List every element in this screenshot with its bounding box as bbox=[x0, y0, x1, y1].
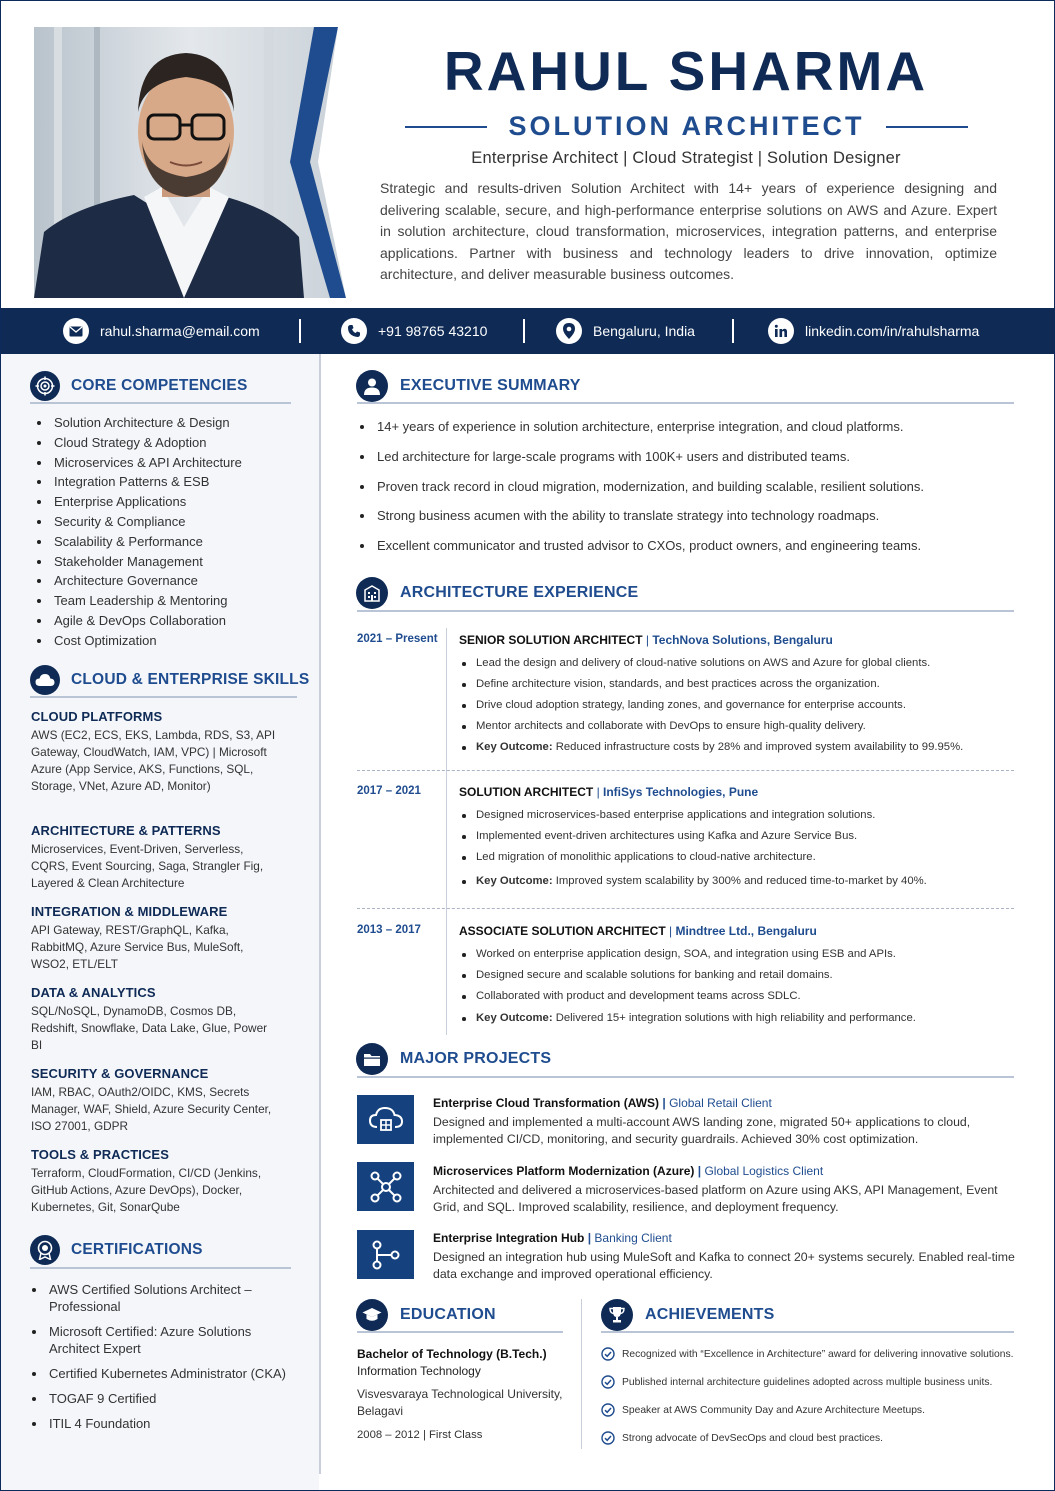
job-separator bbox=[357, 770, 1014, 771]
achievement-text: Recognized with “Excellence in Architecture” award for delivering innovative solutions. bbox=[622, 1348, 1014, 1360]
skills-heading bbox=[30, 665, 309, 695]
skills-title: CLOUD & ENTERPRISE SKILLS bbox=[71, 671, 310, 688]
phone-icon bbox=[341, 318, 367, 344]
skill-text: Microservices, Event-Driven, Serverless, CQRS, Event Sourcing, Saga, Strangler Fig, Layered & Clean Architecture bbox=[31, 842, 264, 890]
project-description: Designed and implemented a multi-account AWS landing zone, migrated 50+ applications to cloud, implemented CI/CD, monitoring, and security guardrails. Achieved 30% cost optimization. bbox=[433, 1115, 971, 1147]
project-description: Architected and delivered a microservices-based platform on Azure using AKS, API Management, Event Grid, and SQL. Improved scalability, resilience, and deployment frequency. bbox=[433, 1183, 998, 1215]
list-item: Integration Patterns & ESB bbox=[32, 472, 302, 492]
achievement-text: Speaker at AWS Community Day and Azure Architecture Meetups. bbox=[622, 1404, 925, 1416]
list-item bbox=[459, 871, 1019, 892]
list-item: Led migration of monolithic applications to cloud-native architecture. bbox=[459, 847, 1019, 868]
list-item: Collaborated with product and development teams across SDLC. bbox=[459, 986, 1019, 1007]
check-circle-icon bbox=[601, 1431, 615, 1445]
achievement-text: Published internal architecture guidelines adopted across multiple business units. bbox=[622, 1376, 993, 1388]
education-heading bbox=[356, 1299, 496, 1331]
list-item: ITIL 4 Foundation bbox=[27, 1415, 297, 1432]
skill-heading: INTEGRATION & MIDDLEWARE bbox=[31, 904, 228, 919]
education-university: Visvesvaraya Technological University, Belagavi bbox=[357, 1387, 563, 1418]
job-title-row: SENIOR SOLUTION ARCHITECT | TechNova Solutions, Bengaluru bbox=[459, 633, 833, 647]
achievement-item bbox=[601, 1375, 992, 1389]
certifications-title: CERTIFICATIONS bbox=[71, 1241, 203, 1258]
job-company: Mindtree Ltd., Bengaluru bbox=[675, 924, 817, 938]
certifications-list bbox=[27, 1281, 297, 1440]
skill-heading: TOOLS & PRACTICES bbox=[31, 1147, 169, 1162]
integration-icon bbox=[357, 1230, 414, 1279]
project-client: Banking Client bbox=[594, 1231, 672, 1245]
achievements-heading bbox=[601, 1299, 775, 1331]
graduation-cap-icon bbox=[356, 1299, 388, 1331]
project-title-row: Enterprise Integration Hub | Banking Client bbox=[433, 1231, 672, 1245]
skill-heading: SECURITY & GOVERNANCE bbox=[31, 1066, 209, 1081]
email-text: rahul.sharma@email.com bbox=[100, 323, 260, 339]
project-name: Enterprise Integration Hub bbox=[433, 1231, 585, 1245]
contact-divider bbox=[523, 319, 525, 343]
list-item: Microsoft Certified: Azure Solutions Architect Expert bbox=[27, 1323, 297, 1357]
list-item: TOGAF 9 Certified bbox=[27, 1390, 297, 1407]
column-divider bbox=[319, 354, 321, 1474]
job-bullets bbox=[459, 944, 1019, 1029]
education-field: Information Technology bbox=[357, 1364, 481, 1378]
skill-heading: DATA & ANALYTICS bbox=[31, 985, 156, 1000]
contact-linkedin[interactable] bbox=[768, 308, 979, 354]
badge-icon bbox=[30, 1235, 60, 1265]
candidate-role: SOLUTION ARCHITECT bbox=[508, 111, 865, 141]
executive-summary-title: EXECUTIVE SUMMARY bbox=[400, 377, 581, 394]
certifications-heading bbox=[30, 1235, 203, 1265]
user-icon bbox=[356, 370, 388, 402]
list-item: Worked on enterprise application design, SOA, and integration using ESB and APIs. bbox=[459, 944, 1019, 965]
list-item: Enterprise Applications bbox=[32, 492, 302, 512]
education-degree: Bachelor of Technology (B.Tech.) bbox=[357, 1347, 547, 1361]
list-item: Designed microservices-based enterprise applications and integration solutions. bbox=[459, 805, 1019, 826]
job-separator bbox=[357, 908, 1014, 909]
check-circle-icon bbox=[601, 1375, 615, 1389]
contact-location bbox=[556, 308, 695, 354]
job-title-row: SOLUTION ARCHITECT | InfiSys Technologies, Pune bbox=[459, 785, 759, 799]
project-description: Designed an integration hub using MuleSoft and Kafka to connect 20+ systems securely. Enabled real-time data exchange and improved operational efficiency. bbox=[433, 1250, 1015, 1282]
list-item: Designed secure and scalable solutions for banking and retail domains. bbox=[459, 965, 1019, 986]
list-item: Scalability & Performance bbox=[32, 532, 302, 552]
skill-text: AWS (EC2, ECS, EKS, Lambda, RDS, S3, API Gateway, CloudWatch, IAM, VPC) | Microsoft Azure (App Service, AKS, Functions, SQL, Storage, VNet, Azure AD, Monitor) bbox=[31, 728, 276, 793]
projects-title: MAJOR PROJECTS bbox=[400, 1050, 552, 1067]
key-outcome-text: Improved system scalability by 300% and reduced time-to-market by 40%. bbox=[555, 875, 927, 887]
check-circle-icon bbox=[601, 1347, 615, 1361]
section-rule bbox=[30, 402, 291, 404]
competencies-heading bbox=[30, 371, 248, 401]
education-years: 2008 – 2012 | First Class bbox=[357, 1429, 483, 1441]
project-client: Global Retail Client bbox=[669, 1096, 772, 1110]
experience-heading bbox=[356, 577, 638, 609]
skill-text: Terraform, CloudFormation, CI/CD (Jenkins, GitHub Actions, Azure DevOps), Docker, Kubernetes, Git, SonarQube bbox=[31, 1166, 262, 1214]
achievement-item bbox=[601, 1431, 883, 1445]
list-item: Solution Architecture & Design bbox=[32, 413, 302, 433]
section-rule bbox=[357, 1331, 563, 1333]
section-rule bbox=[357, 402, 1014, 404]
job-dates: 2013 – 2017 bbox=[357, 924, 421, 936]
candidate-name: RAHUL SHARMA bbox=[443, 40, 929, 102]
skill-text: IAM, RBAC, OAuth2/OIDC, KMS, Secrets Manager, WAF, Shield, Azure Security Center, ISO 27001, GDPR bbox=[31, 1085, 272, 1133]
experience-title: ARCHITECTURE EXPERIENCE bbox=[400, 584, 639, 601]
achievement-item bbox=[601, 1403, 925, 1417]
competencies-title: CORE COMPETENCIES bbox=[71, 377, 248, 394]
profile-photo bbox=[34, 27, 346, 298]
timeline-line bbox=[446, 628, 447, 1035]
achievements-title: ACHIEVEMENTS bbox=[645, 1306, 775, 1323]
network-icon bbox=[357, 1162, 414, 1211]
role-line-right bbox=[886, 126, 968, 128]
section-rule bbox=[30, 696, 297, 698]
skill-text: SQL/NoSQL, DynamoDB, Cosmos DB, Redshift, Snowflake, Data Lake, Glue, Power BI bbox=[31, 1004, 268, 1052]
list-item: 14+ years of experience in solution architecture, enterprise integration, and cloud platforms. bbox=[355, 418, 1015, 448]
section-rule bbox=[357, 610, 1014, 612]
list-item: Lead the design and delivery of cloud-native solutions on AWS and Azure for global clients. bbox=[459, 653, 1019, 674]
key-outcome-label: Key Outcome: bbox=[476, 875, 553, 887]
section-rule bbox=[357, 1076, 1014, 1078]
job-company: InfiSys Technologies, Pune bbox=[603, 785, 759, 799]
list-item: Cloud Strategy & Adoption bbox=[32, 433, 302, 453]
executive-summary-heading bbox=[356, 370, 581, 402]
linkedin-text: linkedin.com/in/rahulsharma bbox=[805, 323, 980, 339]
projects-heading bbox=[356, 1043, 551, 1075]
education-title: EDUCATION bbox=[400, 1306, 496, 1323]
key-outcome-text: Reduced infrastructure costs by 28% and improved system availability to 99.95%. bbox=[555, 741, 964, 753]
list-item: Define architecture vision, standards, and best practices across the organization. bbox=[459, 674, 1019, 695]
list-item: Strong business acumen with the ability to translate strategy into technology roadmaps. bbox=[355, 507, 1015, 537]
job-dates: 2021 – Present bbox=[357, 633, 438, 645]
trophy-icon bbox=[601, 1299, 633, 1331]
target-icon bbox=[30, 371, 60, 401]
contact-divider bbox=[299, 319, 301, 343]
list-item: Stakeholder Management bbox=[32, 552, 302, 572]
email-icon bbox=[63, 318, 89, 344]
tagline: Enterprise Architect | Cloud Strategist | Solution Designer bbox=[471, 149, 901, 167]
linkedin-icon bbox=[768, 318, 794, 344]
building-icon bbox=[356, 577, 388, 609]
list-item: Excellent communicator and trusted advisor to CXOs, product owners, and engineering teams. bbox=[355, 537, 1015, 567]
section-rule bbox=[601, 1331, 1014, 1333]
list-item: Architecture Governance bbox=[32, 571, 302, 591]
location-pin-icon bbox=[556, 318, 582, 344]
job-title: ASSOCIATE SOLUTION ARCHITECT bbox=[459, 924, 666, 938]
job-company: TechNova Solutions, Bengaluru bbox=[652, 633, 833, 647]
section-rule bbox=[30, 1267, 291, 1269]
cloud-icon bbox=[357, 1095, 414, 1144]
location-text: Bengaluru, India bbox=[593, 323, 695, 339]
key-outcome-text: Delivered 15+ integration solutions with high reliability and performance. bbox=[555, 1012, 916, 1024]
check-circle-icon bbox=[601, 1403, 615, 1417]
list-item: AWS Certified Solutions Architect – Professional bbox=[27, 1281, 297, 1315]
role-row bbox=[405, 109, 968, 145]
competencies-list bbox=[32, 413, 302, 651]
list-item: Proven track record in cloud migration, modernization, and building scalable, resilient solutions. bbox=[355, 478, 1015, 508]
skill-heading: ARCHITECTURE & PATTERNS bbox=[31, 823, 221, 838]
contact-email[interactable] bbox=[63, 308, 260, 354]
job-title: SOLUTION ARCHITECT bbox=[459, 785, 594, 799]
role-line-left bbox=[405, 126, 487, 128]
job-title-row: ASSOCIATE SOLUTION ARCHITECT | Mindtree Ltd., Bengaluru bbox=[459, 924, 817, 938]
key-outcome-label: Key Outcome: bbox=[476, 1012, 553, 1024]
list-item: Drive cloud adoption strategy, landing zones, and governance for enterprise accounts. bbox=[459, 695, 1019, 716]
list-item: Agile & DevOps Collaboration bbox=[32, 611, 302, 631]
list-item: Certified Kubernetes Administrator (CKA) bbox=[27, 1365, 297, 1382]
list-item: Cost Optimization bbox=[32, 631, 302, 651]
folder-icon bbox=[356, 1043, 388, 1075]
project-name: Microservices Platform Modernization (Azure) bbox=[433, 1164, 695, 1178]
job-title: SENIOR SOLUTION ARCHITECT bbox=[459, 633, 643, 647]
project-name: Enterprise Cloud Transformation (AWS) bbox=[433, 1096, 660, 1110]
contact-bar bbox=[1, 308, 1055, 354]
list-item: Led architecture for large-scale programs with 100K+ users and distributed teams. bbox=[355, 448, 1015, 478]
project-title-row: Microservices Platform Modernization (Azure) | Global Logistics Client bbox=[433, 1164, 824, 1178]
list-item: Team Leadership & Mentoring bbox=[32, 591, 302, 611]
list-item: Implemented event-driven architectures using Kafka and Azure Service Bus. bbox=[459, 826, 1019, 847]
list-item: Mentor architects and collaborate with DevOps to ensure high-quality delivery. bbox=[459, 716, 1019, 737]
list-item bbox=[459, 737, 1019, 758]
project-title-row: Enterprise Cloud Transformation (AWS) | Global Retail Client bbox=[433, 1096, 772, 1110]
list-item: Security & Compliance bbox=[32, 512, 302, 532]
achievement-text: Strong advocate of DevSecOps and cloud best practices. bbox=[622, 1432, 884, 1444]
job-bullets bbox=[459, 805, 1019, 892]
cloud-icon bbox=[30, 665, 60, 695]
list-item: Microservices & API Architecture bbox=[32, 453, 302, 473]
skill-heading: CLOUD PLATFORMS bbox=[31, 709, 163, 724]
contact-phone[interactable] bbox=[341, 308, 487, 354]
profile-summary: Strategic and results-driven Solution Architect with 14+ years of experience designing and delivering scalable, secure, and high-performance enterprise solutions on AWS and Azure. Expert in solution architecture, cloud transformation, microservices, integration patterns, and enterprise applications. Partner with business and technology leaders to drive innovation, optimize architecture, and deliver measurable business outcomes. bbox=[380, 180, 997, 283]
job-dates: 2017 – 2021 bbox=[357, 785, 421, 797]
skill-text: API Gateway, REST/GraphQL, Kafka, RabbitMQ, Azure Service Bus, MuleSoft, WSO2, ETL/ELT bbox=[31, 923, 244, 971]
achievement-item bbox=[601, 1347, 1013, 1361]
executive-summary-list bbox=[355, 418, 1015, 567]
contact-divider bbox=[732, 319, 734, 343]
key-outcome-label: Key Outcome: bbox=[476, 741, 553, 753]
education-divider bbox=[581, 1299, 582, 1449]
project-client: Global Logistics Client bbox=[704, 1164, 824, 1178]
job-bullets bbox=[459, 653, 1019, 758]
phone-text: +91 98765 43210 bbox=[378, 323, 488, 339]
list-item bbox=[459, 1008, 1019, 1029]
